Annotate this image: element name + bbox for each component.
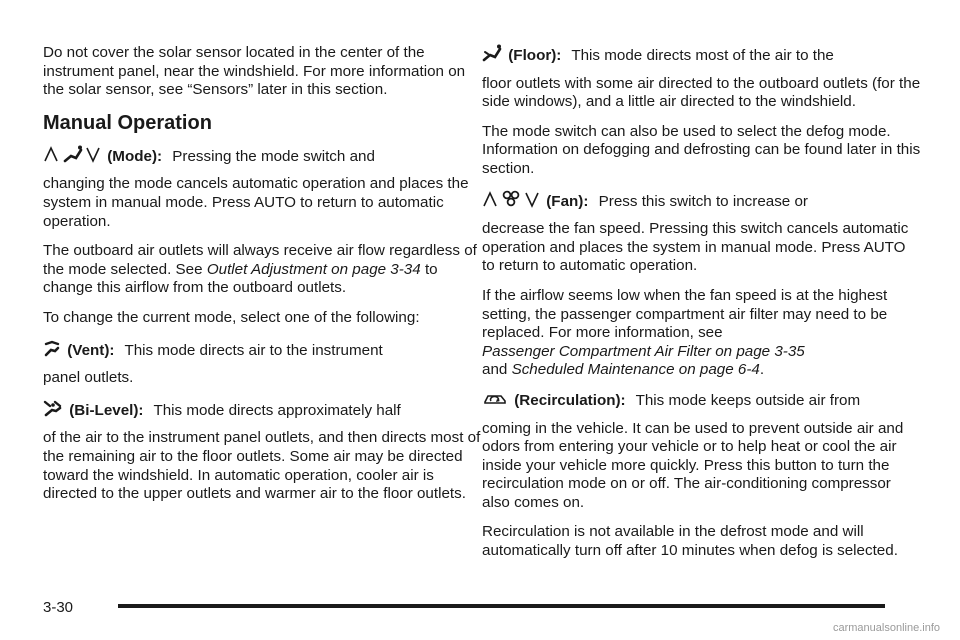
watermark: carmanualsonline.info: [832, 622, 940, 634]
recirc-note: Recirculation is not available in the defrost mode and will automatically turn off after 10 minutes when defog is selected.: [482, 523, 898, 560]
right-column: [482, 44, 922, 572]
outboard-text-2: to change this airflow from the outboard outlets.: [43, 260, 438, 297]
left-column: [43, 44, 483, 515]
floor-mode-icon: [482, 44, 502, 62]
floor-lead-text: This mode directs most of the air to the: [571, 47, 834, 64]
airflow-end: .: [759, 361, 765, 379]
recirc-description: coming in the vehicle. It can be used to prevent outside air and odors from entering your vehicle or to help heat or cool the air inside your vehicle more quickly. Press this button to turn the recirculation mode on or off. The air-conditioning compressor also comes on.: [482, 419, 904, 511]
solar-sensor-paragraph: Do not cover the solar sensor located in the center of the instrument panel, near the windshield. For more information on the solar sensor, see “Sensors” later in this section.: [43, 44, 466, 99]
recirc-lead-text: This mode keeps outside air from: [635, 391, 861, 409]
airflow-paragraph: [482, 287, 922, 380]
mode-switch-icon: [43, 145, 101, 163]
mode-description: changing the mode cancels automatic operation and places the system in manual mode. Press AUTO to return to automatic operation.: [43, 175, 469, 230]
bilevel-description: of the air to the instrument panel outlets, and then directs most of the remaining air to the floor outlets. Some air may be directed toward the windshield. In automatic operation, cooler air is directed to the upper outlets and warmer air to the floor outlets.: [43, 429, 481, 503]
air-filter-link[interactable]: Passenger Compartment Air Filter on page 3-35: [482, 342, 805, 360]
page-number: 3-30: [43, 599, 74, 616]
fan-switch-icon: [482, 190, 540, 208]
mode-lead-text: Pressing the mode switch and: [172, 147, 375, 165]
change-mode-paragraph: To change the current mode, select one of the following:: [43, 308, 420, 326]
outboard-paragraph: [43, 242, 483, 298]
floor-term: (Floor):: [508, 47, 562, 64]
mode-term: (Mode):: [107, 147, 163, 165]
bi-level-mode-icon: [43, 399, 63, 417]
floor-description: floor outlets with some air directed to the outboard outlets (for the side windows), and a little air directed to the windshield.: [482, 74, 921, 111]
fan-term: (Fan):: [546, 192, 589, 210]
airflow-and: and: [482, 361, 508, 379]
recirculation-icon: [482, 391, 508, 407]
vent-term: (Vent):: [67, 341, 115, 359]
fan-lead-text: Press this switch to increase or: [598, 192, 808, 210]
vent-lead-text: This mode directs air to the instrument: [124, 341, 383, 359]
section-heading: Manual Operation: [43, 111, 212, 134]
bilevel-lead-text: This mode directs approximately half: [153, 401, 401, 419]
floor-line: [482, 44, 922, 66]
vent-line: [43, 339, 483, 361]
outlet-adjustment-link[interactable]: Outlet Adjustment on page 3-34: [206, 260, 421, 278]
bilevel-term: (Bi-Level):: [69, 401, 144, 419]
recirc-term: (Recirculation):: [514, 391, 626, 409]
fan-line: [482, 190, 922, 212]
outboard-text-1: The outboard air outlets will always receive air flow regardless of the mode selected. See: [43, 242, 477, 278]
scheduled-maintenance-link[interactable]: Scheduled Maintenance on page 6-4: [511, 361, 760, 379]
airflow-text: If the airflow seems low when the fan speed is at the highest setting, the passenger compartment air filter may need to be replaced. For more information, see: [482, 286, 888, 342]
mode-line: [43, 145, 483, 167]
recirc-line: [482, 391, 922, 411]
footer-rule: [118, 604, 885, 608]
fan-description: decrease the fan speed. Pressing this switch cancels automatic operation and places the system in manual mode. Press AUTO to return to automatic operation.: [482, 220, 909, 275]
vent-mode-icon: [43, 339, 61, 357]
bilevel-line: [43, 399, 483, 421]
defog-paragraph: The mode switch can also be used to select the defog mode. Information on defogging and defrosting can be found later in this section.: [482, 122, 921, 177]
vent-description: panel outlets.: [43, 369, 134, 387]
